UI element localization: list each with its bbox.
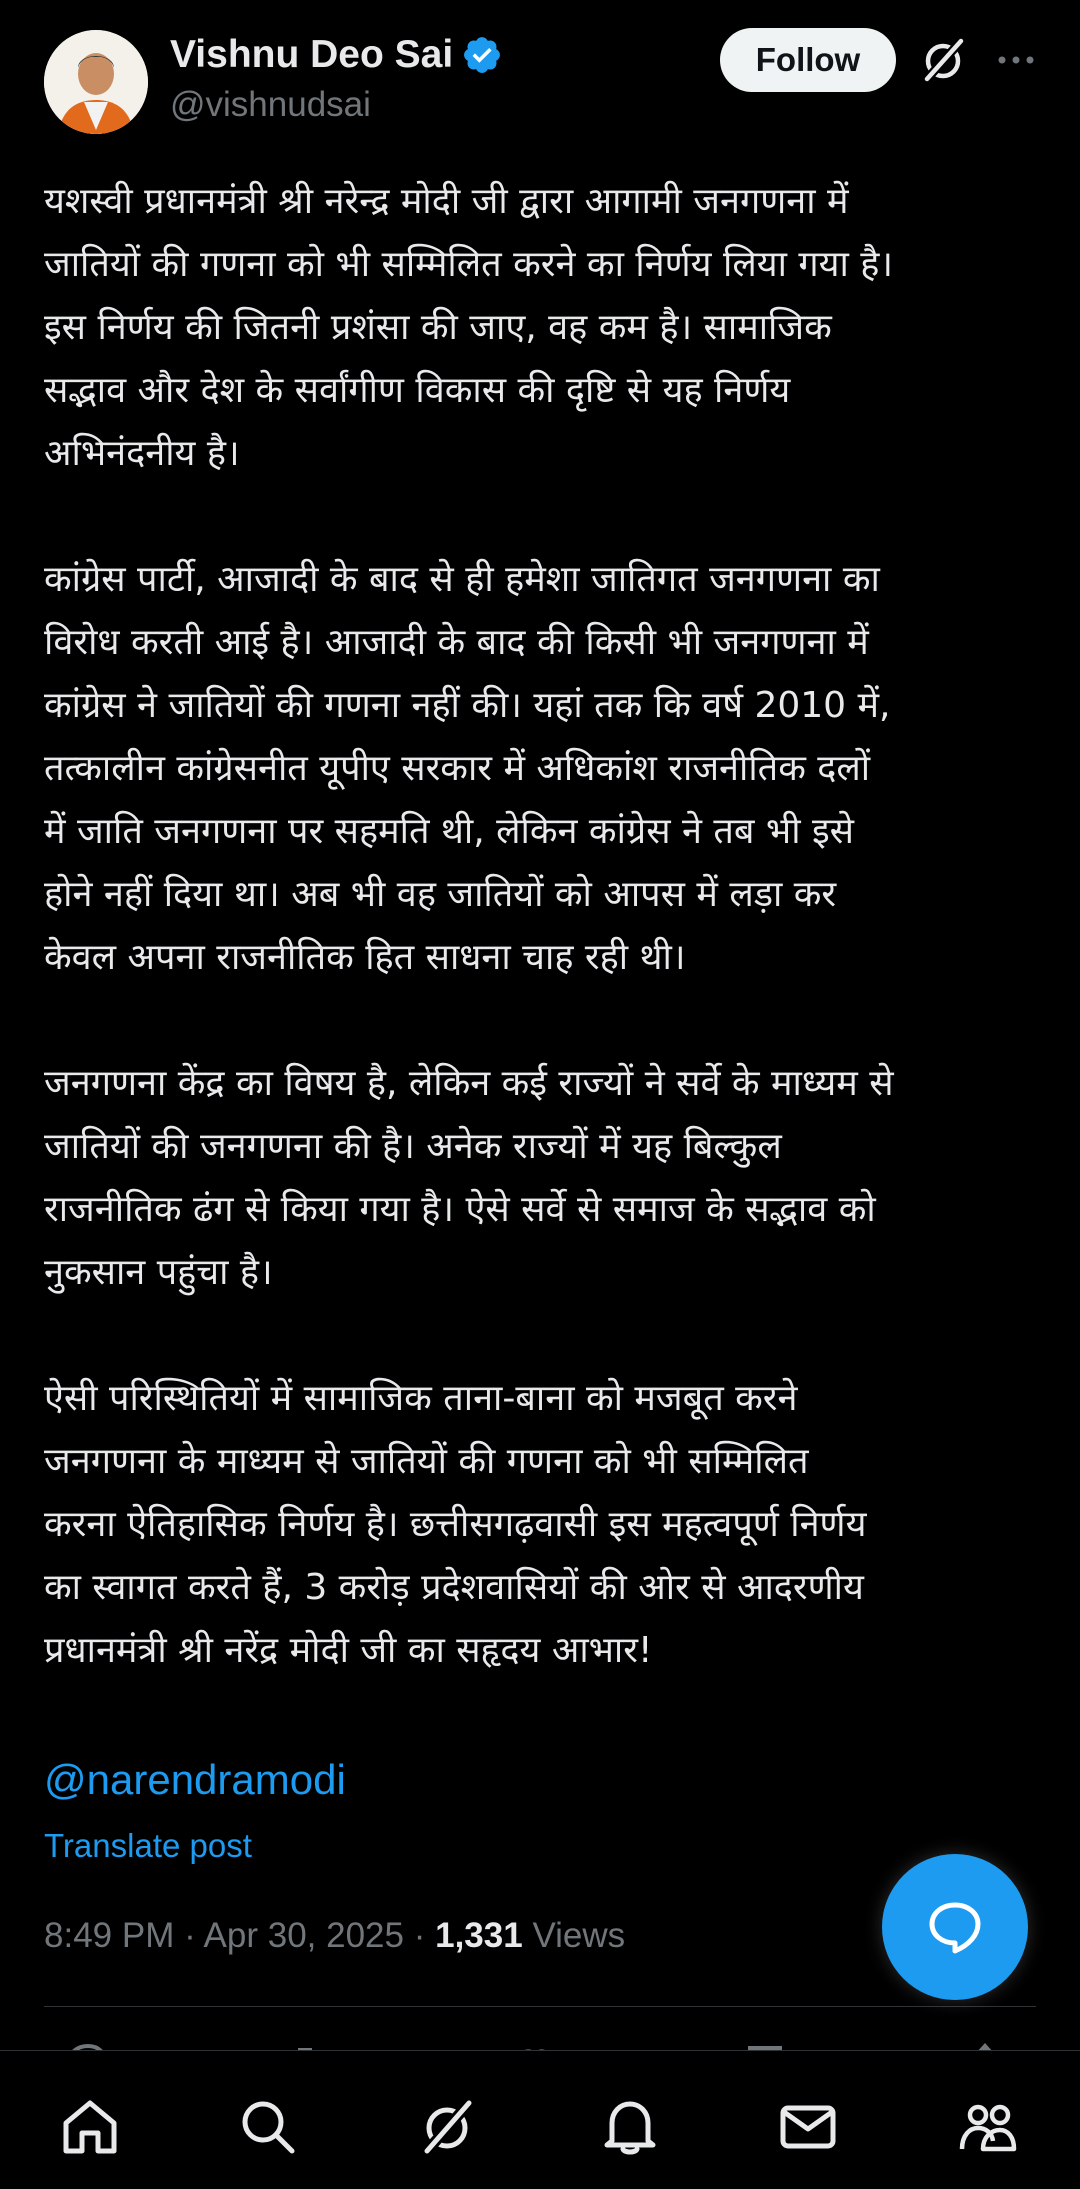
- meta-separator: ·: [413, 1916, 426, 1955]
- post-paragraph: ऐसी परिस्थितियों में सामाजिक ताना-बाना को मजबूत करने जनगणना के माध्यम से जातियों की गणना को भी सम्मिलित करना ऐतिहासिक निर्णय है। छत्तीसगढ़वासी इस महत्वपूर्ण निर्णय का स्वागत करते हैं, 3 करोड़ प्रदेशवासियों की ओर से आदरणीय प्रधानमंत्री श्री नरेंद्र मोदी जी का सहृदय आभार!: [44, 1378, 867, 1671]
- nav-home-icon[interactable]: [58, 2095, 122, 2159]
- post-time[interactable]: 8:49 PM: [44, 1916, 175, 1955]
- verified-badge-icon: [461, 34, 503, 76]
- post-date[interactable]: Apr 30, 2025: [203, 1916, 404, 1955]
- nav-grok-icon[interactable]: [416, 2095, 480, 2159]
- translate-post-link[interactable]: Translate post: [44, 1827, 252, 1864]
- follow-button[interactable]: Follow: [720, 28, 896, 92]
- compose-reply-button[interactable]: [882, 1854, 1028, 2000]
- mention-link[interactable]: @narendramodi: [44, 1756, 346, 1803]
- compose-reply-icon: [925, 1897, 985, 1957]
- meta-separator: ·: [184, 1916, 196, 1955]
- avatar-photo: [44, 30, 148, 134]
- post-paragraph: जनगणना केंद्र का विषय है, लेकिन कई राज्यों ने सर्वे के माध्यम से जातियों की जनगणना की है। अनेक राज्यों में यह बिल्कुल राजनीतिक ढंग से किया गया है। ऐसे सर्वे से समाज के सद्भाव को नुकसान पहुंचा है।: [44, 1063, 894, 1293]
- post-paragraph: यशस्वी प्रधानमंत्री श्री नरेन्द्र मोदी जी द्वारा आगामी जनगणना में जातियों की गणना को भी सम्मिलित करने का निर्णय लिया गया है। इस निर्णय की जितनी प्रशंसा की जाए, वह कम है। सामाजिक सद्भाव और देश के सर्वांगीण विकास की दृष्टि से यह निर्णय अभिनंदनीय है।: [44, 181, 894, 474]
- bottom-navigation: [0, 2050, 1080, 2189]
- post-text: [44, 170, 1044, 1745]
- nav-communities-icon[interactable]: [956, 2095, 1020, 2159]
- nav-search-icon[interactable]: [236, 2095, 300, 2159]
- author-handle[interactable]: @vishnudsai: [170, 85, 371, 124]
- views-label: Views: [532, 1916, 626, 1955]
- more-horizontal-icon[interactable]: [988, 32, 1044, 88]
- nav-notifications-icon[interactable]: [598, 2095, 662, 2159]
- author-block[interactable]: [170, 30, 503, 128]
- nav-messages-icon[interactable]: [776, 2095, 840, 2159]
- post-metadata: [44, 1912, 625, 1960]
- avatar[interactable]: [44, 30, 148, 134]
- views-count: 1,331: [435, 1916, 523, 1955]
- post-paragraph: कांग्रेस पार्टी, आजादी के बाद से ही हमेशा जातिगत जनगणना का विरोध करती आई है। आजादी के बाद की किसी भी जनगणना में कांग्रेस ने जातियों की गणना नहीं की। यहां तक कि वर्ष 2010 में, तत्कालीन कांग्रेसनीत यूपीए सरकार में अधिकांश राजनीतिक दलों में जाति जनगणना पर सहमति थी, लेकिन कांग्रेस ने तब भी इसे होने नहीं दिया था। अब भी वह जातियों को आपस में लड़ा कर केवल अपना राजनीतिक हित साधना चाह रही थी।: [44, 559, 891, 978]
- post-header: [0, 0, 1080, 160]
- grok-icon[interactable]: [916, 32, 972, 88]
- divider: [44, 2006, 1036, 2007]
- author-display-name[interactable]: Vishnu Deo Sai: [170, 33, 454, 76]
